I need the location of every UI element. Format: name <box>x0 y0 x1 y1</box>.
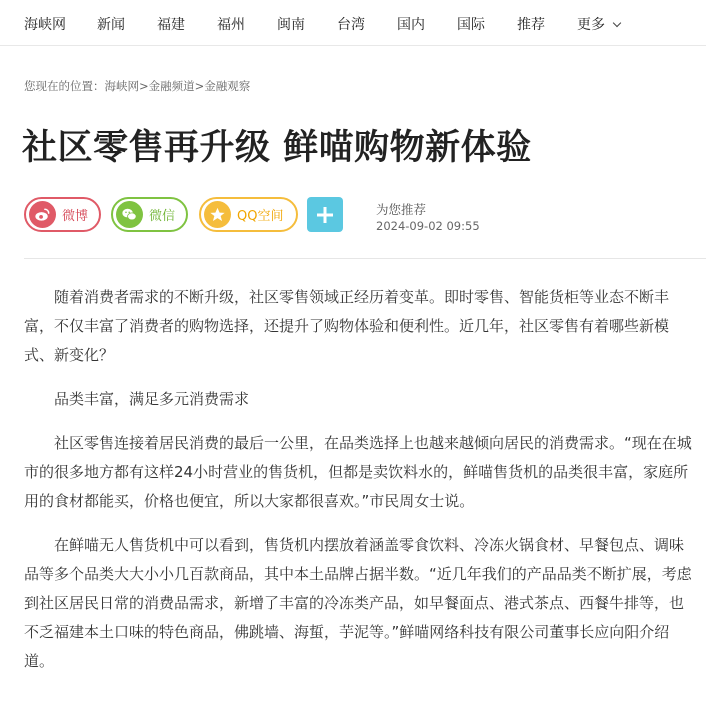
recommend-label: 为您推荐 <box>376 202 427 217</box>
paragraph: 在鲜喵无人售货机中可以看到，售货机内摆放着涵盖零食饮料、冷冻火锅食材、早餐包点、调味品等多个品类大大小小几百款商品，其中本土品牌占据半数。“近几年我们的产品品类不断扩展，考虑到社区居民日常的消费品需求，新增了丰富的冷冻类产品，如早餐面点、港式茶点、西餐牛排等，也不乏福建本土口味的特色商品，佛跳墙、海蜇，芋泥等。”鲜喵网络科技有限公司董事长应向阳介绍道。 <box>24 536 692 670</box>
paragraph: 社区零售连接着居民消费的最后一公里，在品类选择上也越来越倾向居民的消费需求。“现在在城市的很多地方都有这样24小时营业的售货机，但都是卖饮料水的，鲜喵售货机的品类很丰富，家庭所用的食材都能买，价格也便宜，所以大家都很喜欢。”市民周女士说。 <box>24 434 692 510</box>
nav-item-home[interactable]: 海峡网 <box>24 17 66 33</box>
share-weibo-label: 微博 <box>62 209 89 224</box>
share-wechat-button[interactable] <box>111 197 188 232</box>
top-navigation <box>0 0 706 46</box>
divider <box>24 258 706 259</box>
nav-item-international[interactable]: 国际 <box>457 17 485 33</box>
nav-item-fujian[interactable]: 福建 <box>157 17 185 33</box>
nav-item-domestic[interactable]: 国内 <box>397 17 425 33</box>
share-weibo-button[interactable] <box>24 197 101 232</box>
share-wechat-label: 微信 <box>149 209 176 224</box>
nav-item-more[interactable] <box>577 14 620 34</box>
nav-item-news[interactable]: 新闻 <box>97 17 125 33</box>
publish-date: 2024-09-02 09:55 <box>376 219 480 233</box>
article-title: 社区零售再升级 鲜喵购物新体验 <box>22 128 532 168</box>
section-heading: 品类丰富，满足多元消费需求 <box>54 390 250 408</box>
article-body <box>24 283 694 691</box>
qzone-icon <box>204 201 231 228</box>
nav-item-taiwan[interactable]: 台湾 <box>337 17 365 33</box>
plus-icon <box>314 204 336 226</box>
weibo-icon <box>29 201 56 228</box>
nav-item-minnan[interactable]: 闽南 <box>277 17 305 33</box>
share-qzone-label: QQ空间 <box>237 209 284 224</box>
share-qzone-button[interactable] <box>199 197 298 232</box>
nav-more-label: 更多 <box>577 17 605 33</box>
chevron-down-icon <box>613 19 621 27</box>
nav-item-recommend[interactable]: 推荐 <box>517 17 545 33</box>
paragraph: 随着消费者需求的不断升级，社区零售领域正经历着变革。即时零售、智能货柜等业态不断丰富，不仅丰富了消费者的购物选择，还提升了购物体验和便利性。近几年，社区零售有着哪些新模式、新变化？ <box>24 288 670 364</box>
breadcrumb: 您现在的位置：海峡网>金融频道>金融观察 <box>24 79 251 93</box>
nav-item-fuzhou[interactable]: 福州 <box>217 17 245 33</box>
share-more-button[interactable] <box>307 197 343 232</box>
wechat-icon <box>116 201 143 228</box>
